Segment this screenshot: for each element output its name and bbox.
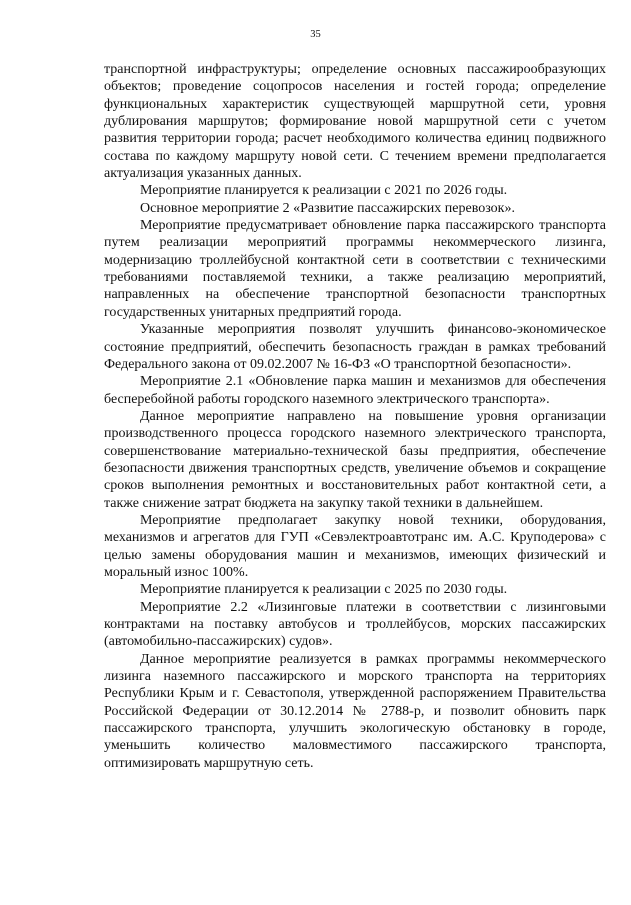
- paragraph-measure-2-1-goal: Данное мероприятие направлено на повышение уровня организации производственного процесса городского наземного электрического транспорта, совершенствование материально-технической базы предприятия, обеспечение безопасности движения транспортных средств, увеличение объемов и сокращение сроков выполнения ремонтных и восстановительных работ контактной сети, а также снижение затрат бюджета на закупку такой техники в дальнейшем.: [104, 408, 606, 511]
- paragraph-schedule-2025: Мероприятие планируется к реализации с 2025 по 2030 годы.: [140, 582, 508, 598]
- paragraph-main-measure-2: Основное мероприятие 2 «Развитие пассажирских перевозок».: [140, 200, 515, 216]
- document-body: [104, 61, 606, 772]
- paragraph-measure-2-1: Мероприятие 2.1 «Обновление парка машин и механизмов для обеспечения бесперебойной работы городского наземного электрического транспорта».: [104, 374, 606, 407]
- paragraph-measure-2-2-description: Данное мероприятие реализуется в рамках программы некоммерческого лизинга наземного пассажирского и морского транспорта на территориях Республики Крым и г. Севастополя, утвержденной распоряжением Правительства Российской Федерации от 30.12.2014 № 2788-р, и позволит обновить парк пассажирского транспорта, улучшить экологическую обстановку в городе, уменьшить количество маловместимого пассажирского транспорта, оптимизировать маршрутную сеть.: [104, 651, 606, 771]
- paragraph-measure-2-2: Мероприятие 2.2 «Лизинговые платежи в соответствии с лизинговыми контрактами на поставку автобусов и троллейбусов, морских пассажирских (автомобильно-пассажирских) судов».: [104, 599, 606, 650]
- paragraph-measure-2-1-purchase: Мероприятие предполагает закупку новой техники, оборудования, механизмов и агрегатов для ГУП «Севэлектроавтотранс им. А.С. Круподерова» с целью замены оборудования машин и механизмов, имеющих физический и моральный износ 100%.: [104, 512, 606, 580]
- paragraph-continuation: транспортной инфраструктуры; определение основных пассажирообразующих объектов; проведение соцопросов населения и гостей города; определение функциональных характеристик существующей маршрутной сети, уровня дублирования маршрутов; формирование новой маршрутной сети с учетом развития территории города; расчет необходимого количества единиц подвижного состава по каждому маршруту новой сети. С течением времени предполагается актуализация указанных данных.: [104, 62, 606, 182]
- paragraph-measure-effects: Указанные мероприятия позволят улучшить финансово-экономическое состояние предприятий, обеспечить безопасность граждан в рамках требований Федерального закона от 09.02.2007 № 16-ФЗ «О транспортной безопасности».: [104, 322, 606, 372]
- paragraph-schedule-2021: Мероприятие планируется к реализации с 2021 по 2026 годы.: [140, 183, 508, 199]
- page-number: 35: [310, 29, 321, 40]
- paragraph-measure-description: Мероприятие предусматривает обновление парка пассажирского транспорта путем реализации мероприятий программы некоммерческого лизинга, модернизацию троллейбусной контактной сети в соответствии с техническими требованиями поставляемой техники, а также реализацию мероприятий, направленных на обеспечение транспортной безопасности транспортных государственных унитарных предприятий города.: [104, 218, 606, 320]
